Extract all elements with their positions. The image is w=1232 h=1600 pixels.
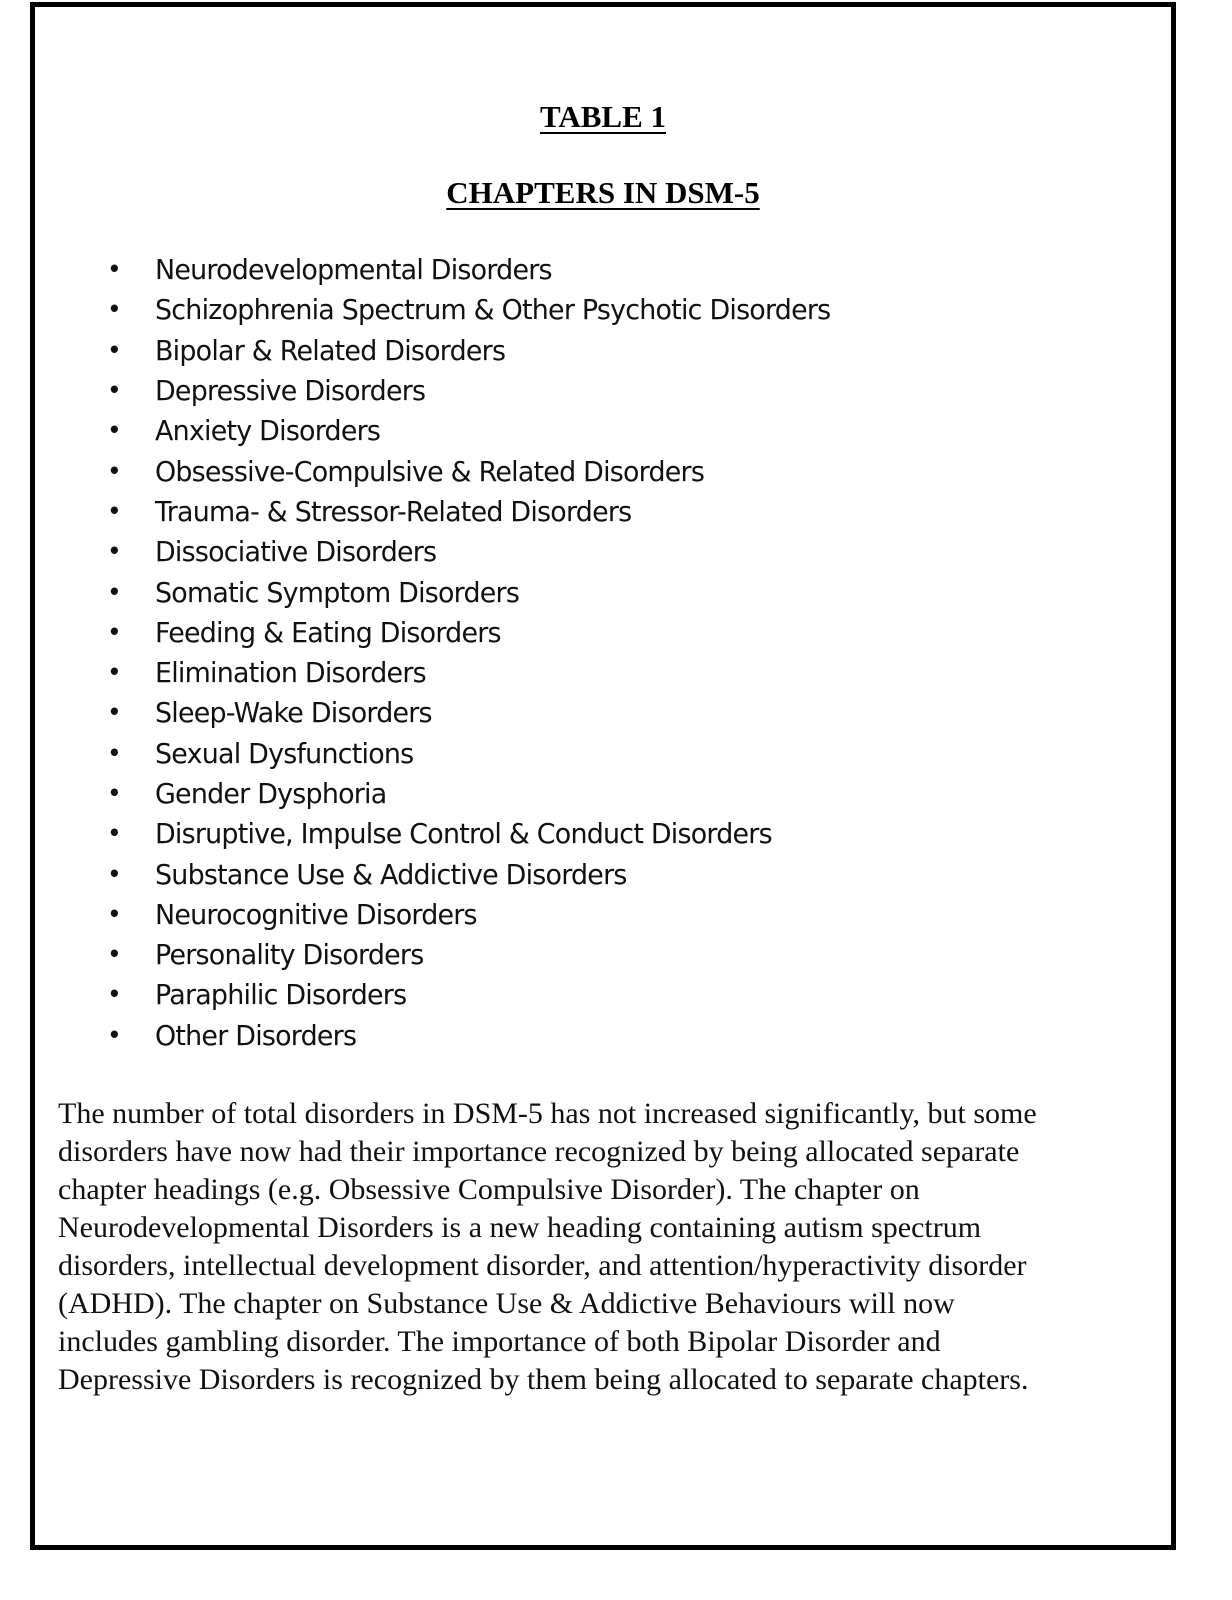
list-item (107, 895, 830, 935)
bullet-icon: • (107, 819, 121, 850)
bullet-icon: • (107, 376, 121, 407)
bullet-icon: • (107, 859, 121, 890)
list-item (107, 250, 830, 290)
bullet-icon: • (107, 738, 121, 769)
bullet-icon: • (107, 537, 121, 568)
list-item (107, 331, 830, 371)
chapter-label: Obsessive-Compulsive & Related Disorders (155, 454, 705, 488)
bullet-icon: • (107, 456, 121, 487)
list-item (107, 290, 830, 330)
list-item (107, 734, 830, 774)
chapter-label: Neurocognitive Disorders (155, 897, 477, 931)
chapter-list (107, 250, 861, 1056)
paragraph-line: includes gambling disorder. The importance of both Bipolar Disorder and (58, 1325, 941, 1358)
table-label (35, 99, 1171, 135)
list-item (107, 1016, 830, 1056)
bullet-icon: • (107, 617, 121, 648)
list-item (107, 814, 830, 854)
list-item (107, 532, 830, 572)
paragraph-line: The number of total disorders in DSM-5 has not increased significantly, but some (58, 1097, 1037, 1130)
chapter-label: Anxiety Disorders (155, 414, 381, 448)
chapter-label: Dissociative Disorders (155, 535, 437, 569)
list-item (107, 572, 830, 612)
bullet-icon: • (107, 577, 121, 608)
paragraph-line: Neurodevelopmental Disorders is a new heading containing autism spectrum (58, 1211, 982, 1244)
list-item (107, 975, 830, 1015)
list-item (107, 774, 830, 814)
chapter-label: Somatic Symptom Disorders (155, 575, 520, 609)
chapter-label: Feeding & Eating Disorders (155, 615, 501, 649)
chapter-label: Trauma- & Stressor-Related Disorders (155, 494, 632, 528)
chapter-label: Schizophrenia Spectrum & Other Psychotic Disorders (155, 293, 831, 327)
chapter-label: Other Disorders (155, 1018, 357, 1052)
bullet-icon: • (107, 980, 121, 1011)
chapter-label: Gender Dysphoria (155, 777, 387, 810)
list-item (107, 371, 830, 411)
table-title-text: CHAPTERS IN DSM-5 (446, 175, 760, 210)
bullet-icon: • (107, 1020, 121, 1051)
chapter-label: Substance Use & Addictive Disorders (155, 857, 627, 891)
table-label-text: TABLE 1 (539, 99, 667, 134)
list-item (107, 854, 830, 894)
bullet-icon: • (107, 658, 121, 689)
list-item (107, 653, 830, 693)
list-item (107, 693, 830, 733)
chapter-label: Sleep-Wake Disorders (155, 696, 432, 730)
chapter-label: Elimination Disorders (155, 656, 426, 690)
table-title (35, 175, 1171, 211)
list-item (107, 411, 830, 451)
bullet-icon: • (107, 335, 121, 366)
paragraph-line: disorders, intellectual development disorder, and attention/hyperactivity disorder (58, 1249, 1027, 1282)
chapter-label: Sexual Dysfunctions (155, 736, 414, 770)
paragraph-line: (ADHD). The chapter on Substance Use & Addictive Behaviours will now (58, 1287, 955, 1320)
bullet-icon: • (107, 295, 121, 326)
bullet-icon: • (107, 255, 121, 286)
bullet-icon: • (107, 496, 121, 527)
chapter-label: Neurodevelopmental Disorders (155, 253, 552, 287)
table-border-frame (30, 2, 1176, 1550)
list-item (107, 492, 830, 532)
bullet-icon: • (107, 779, 121, 809)
chapter-label: Bipolar & Related Disorders (155, 333, 506, 367)
paragraph-line: chapter headings (e.g. Obsessive Compulsive Disorder). The chapter on (58, 1173, 920, 1206)
summary-paragraph (58, 1095, 1158, 1399)
bullet-icon: • (107, 698, 121, 729)
paragraph-line: Depressive Disorders is recognized by them being allocated to separate chapters. (58, 1363, 1029, 1396)
list-item (107, 613, 830, 653)
chapter-label: Disruptive, Impulse Control & Conduct Disorders (155, 817, 772, 851)
chapter-label: Paraphilic Disorders (155, 978, 407, 1012)
chapter-label: Depressive Disorders (155, 374, 426, 408)
bullet-icon: • (107, 899, 121, 930)
paragraph-line: disorders have now had their importance recognized by being allocated separate (58, 1135, 1020, 1168)
chapter-label: Personality Disorders (155, 938, 424, 972)
bullet-icon: • (107, 940, 121, 971)
list-item (107, 935, 830, 975)
list-item (107, 451, 830, 491)
bullet-icon: • (107, 416, 121, 447)
